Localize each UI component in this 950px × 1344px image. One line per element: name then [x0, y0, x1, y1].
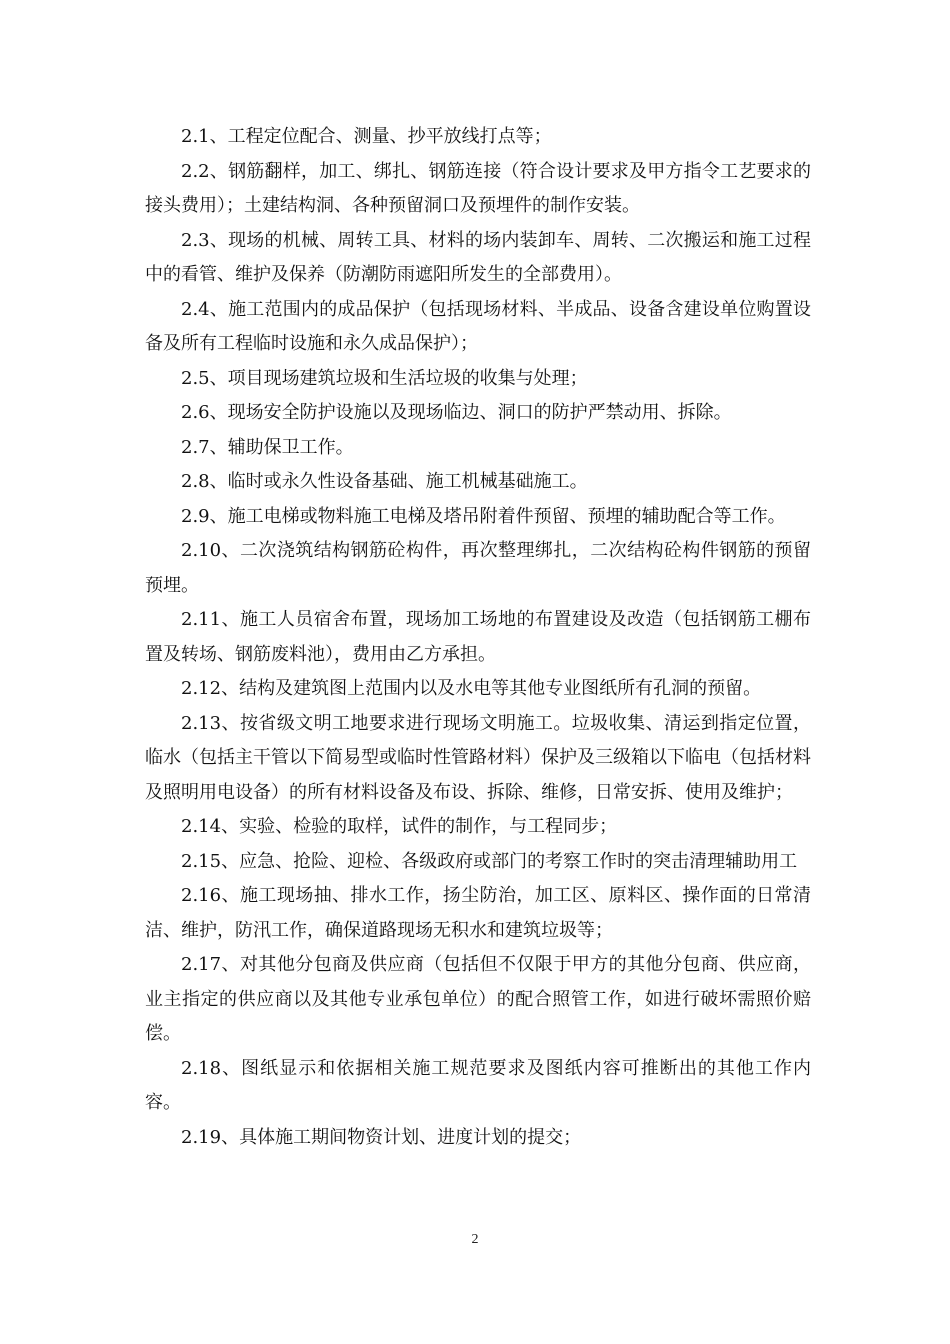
paragraph-2-8: 2.8、临时或永久性设备基础、施工机械基础施工。 — [181, 471, 588, 492]
paragraph-2-10: 2.10、二次浇筑结构钢筋砼构件，再次整理绑扎，二次结构砼构件钢筋的预留预埋。 — [145, 540, 811, 596]
paragraph-2-9: 2.9、施工电梯或物料施工电梯及塔吊附着件预留、预埋的辅助配合等工作。 — [181, 505, 786, 527]
paragraph-2-4: 2.4、施工范围内的成品保护（包括现场材料、半成品、设备含建设单位购置设备及所有工程临时设施和永久成品保护）； — [145, 298, 811, 354]
paragraph-2-6: 2.6、现场安全防护设施以及现场临边、洞口的防护严禁动用、拆除。 — [181, 402, 732, 423]
paragraph-2-14: 2.14、实验、检验的取样，试件的制作，与工程同步； — [181, 816, 618, 837]
paragraph-2-17: 2.17、对其他分包商及供应商（包括但不仅限于甲方的其他分包商、供应商，业主指定的供应商以及其他专业承包单位）的配合照管工作，如进行破坏需照价赔偿。 — [145, 954, 811, 1044]
paragraph-2-7: 2.7、辅助保卫工作。 — [181, 436, 354, 458]
paragraph-2-2: 2.2、钢筋翻样，加工、绑扎、钢筋连接（符合设计要求及甲方指令工艺要求的接头费用）；土建结构洞、各种预留洞口及预埋件的制作安装。 — [145, 160, 811, 216]
document-body — [145, 120, 811, 1155]
paragraph-2-11: 2.11、施工人员宿舍布置，现场加工场地的布置建设及改造（包括钢筋工棚布置及转场、钢筋废料池），费用由乙方承担。 — [145, 609, 811, 665]
paragraph-2-1: 2.1、工程定位配合、测量、抄平放线打点等； — [181, 126, 552, 147]
paragraph-2-5: 2.5、项目现场建筑垃圾和生活垃圾的收集与处理； — [181, 367, 588, 389]
paragraph-2-12: 2.12、结构及建筑图上范围内以及水电等其他专业图纸所有孔洞的预留。 — [181, 678, 762, 699]
paragraph-2-19: 2.19、具体施工期间物资计划、进度计划的提交； — [181, 1126, 582, 1148]
paragraph-2-16: 2.16、施工现场抽、排水工作，扬尘防治，加工区、原料区、操作面的日常清洁、维护，防汛工作，确保道路现场无积水和建筑垃圾等； — [145, 885, 811, 941]
paragraph-2-18: 2.18、图纸显示和依据相关施工规范要求及图纸内容可推断出的其他工作内容。 — [145, 1057, 811, 1113]
paragraph-2-13: 2.13、按省级文明工地要求进行现场文明施工。垃圾收集、清运到指定位置，临水（包括主干管以下简易型或临时性管路材料）保护及三级箱以下临电（包括材料及照明用电设备）的所有材料设备及布设、拆除、维修，日常安拆、使用及维护； — [145, 712, 811, 803]
paragraph-2-3: 2.3、现场的机械、周转工具、材料的场内装卸车、周转、二次搬运和施工过程中的看管、维护及保养（防潮防雨遮阳所发生的全部费用）。 — [145, 229, 811, 285]
page-number: 2 — [471, 1232, 479, 1247]
paragraph-2-15: 2.15、应急、抢险、迎检、各级政府或部门的考察工作时的突击清理辅助用工 — [181, 850, 798, 872]
